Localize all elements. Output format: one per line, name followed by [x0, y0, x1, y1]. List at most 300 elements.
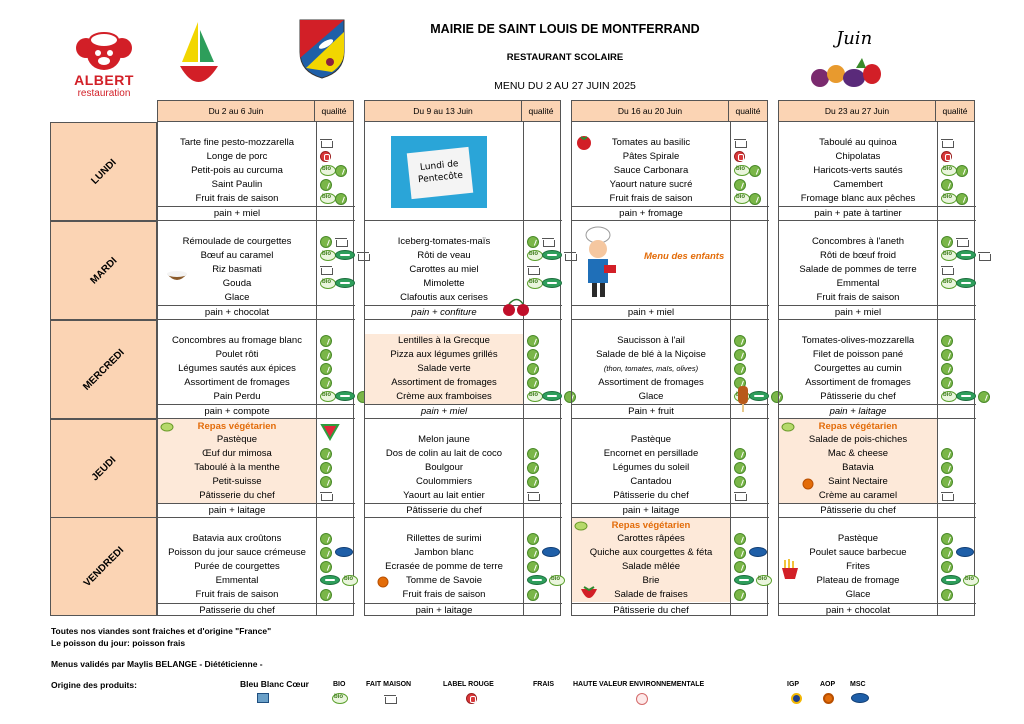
fait-icon [320, 137, 332, 148]
bio-icon [320, 363, 332, 375]
bio-icon [320, 533, 332, 545]
dish-item: Frites [846, 561, 870, 572]
dish-item: Taboulé au quinoa [819, 137, 897, 148]
bio-icon [527, 377, 539, 389]
dish-item: Légumes du soleil [612, 462, 690, 473]
week-body [157, 122, 354, 616]
vegetarian-label: Repas végétarien [611, 520, 691, 531]
dish-item: Concombres au fromage blanc [172, 335, 302, 346]
sailboat-logo [176, 18, 222, 86]
fait-icon [527, 490, 539, 501]
dish-item: Emmental [836, 278, 880, 289]
bio-icon [734, 589, 746, 601]
day-cell-jeudi [779, 419, 976, 518]
dish-item: Melon jaune [418, 434, 470, 445]
bio-icon [320, 476, 332, 488]
bio-icon [978, 391, 990, 403]
week-column [571, 100, 768, 616]
dish-item: Tomme de Savoie [405, 575, 483, 586]
biolabel-icon [527, 391, 543, 402]
day-cell-jeudi [572, 419, 769, 518]
fait-icon [734, 137, 746, 148]
day-label-jeudi: JEUDI [50, 419, 157, 518]
frais-icon [335, 250, 355, 260]
dish-item: Dos de colin au lait de coco [385, 448, 503, 459]
fait-icon [941, 264, 953, 275]
bio-icon [527, 363, 539, 375]
dish-item: Fromage blanc aux pêches [800, 193, 916, 204]
bio-icon [941, 476, 953, 488]
frais-icon [527, 575, 547, 585]
fait-icon [941, 490, 953, 501]
chef-koala-icon [66, 28, 142, 74]
week-header [778, 100, 975, 122]
dish-item: Bœuf au caramel [200, 250, 274, 261]
biolabel-icon [320, 278, 336, 289]
igp-icon [791, 693, 802, 704]
dish-item: Tarte fine pesto-mozzarella [179, 137, 295, 148]
dish-item: Salade mêlée [621, 561, 681, 572]
fries-icon [780, 558, 800, 585]
frais-icon [335, 278, 355, 288]
dish-item: Courgettes au cumin [814, 363, 902, 374]
biolabel-icon [963, 575, 979, 586]
holiday-sign [391, 136, 487, 208]
aop-icon [823, 693, 834, 704]
footer-meat-note: Toutes nos viandes sont fraiches et d'origine "France" [51, 626, 272, 636]
day-cell-vendredi [779, 518, 976, 617]
bread-quality-cell [937, 206, 976, 220]
vegetarian-label: Repas végétarien [197, 421, 277, 432]
dish-item: Concombres à l'aneth [811, 236, 905, 247]
bio-icon [335, 165, 347, 177]
bread-line: pain + miel [572, 305, 730, 319]
dish-item: Pâtisserie du chef [199, 490, 275, 501]
sailboat-icon [176, 18, 222, 86]
day-label-lundi: LUNDI [50, 122, 157, 221]
bread-line: pain + laitage [158, 503, 316, 517]
week-header [571, 100, 768, 122]
bread-line: pain + chocolat [158, 305, 316, 319]
week-body [364, 122, 561, 616]
fait-icon [335, 236, 347, 247]
dish-item: Longe de porc [206, 151, 268, 162]
biolabel-icon [527, 278, 543, 289]
frais-icon [542, 278, 562, 288]
dish-item: Poulet sauce barbecue [809, 547, 907, 558]
bio-icon [734, 179, 746, 191]
day-cell-jeudi [365, 419, 562, 518]
dish-item: Salade de fraises [614, 589, 688, 600]
bio-icon [527, 236, 539, 248]
footer-fish-note: Le poisson du jour: poisson frais [51, 638, 186, 648]
bread-quality-cell [316, 305, 355, 319]
msc-icon [956, 547, 974, 557]
bio-icon [941, 236, 953, 248]
quality-header: qualité [528, 106, 554, 116]
bio-icon [941, 363, 953, 375]
quality-header: qualité [942, 106, 968, 116]
legend-fait-maison: FAIT MAISON [366, 681, 412, 688]
watermelon-icon [320, 421, 340, 446]
bio-icon [527, 448, 539, 460]
dish-item: Coulommiers [416, 476, 472, 487]
dish-item: Carottes râpées [617, 533, 685, 544]
bio-icon [320, 349, 332, 361]
dish-item: Purée de courgettes [194, 561, 280, 572]
bio-icon [320, 561, 332, 573]
msc-icon [749, 547, 767, 557]
bread-quality-cell [730, 305, 769, 319]
bread-line: pain + compote [158, 404, 316, 418]
dish-item: Salade de blé à la Niçoise [596, 349, 706, 360]
frais-icon [542, 250, 562, 260]
dish-item: Pastèque [630, 434, 672, 445]
dish-item: Sauce Carbonara [613, 165, 689, 176]
dish-item: Petit-suisse [212, 476, 262, 487]
day-cell-lundi [365, 122, 562, 221]
bread-line: pain + confiture [365, 305, 523, 319]
frais-icon [320, 575, 340, 585]
bread-line: pain + pate à tartiner [779, 206, 937, 220]
dish-item: Pastèque [837, 533, 879, 544]
dish-item: Pain Perdu [213, 391, 261, 402]
bread-quality-cell [937, 404, 976, 418]
bio-icon [941, 377, 953, 389]
bio-icon [527, 533, 539, 545]
dish-item: Plateau de fromage [816, 575, 900, 586]
bread-line: Pâtisserie du chef [572, 603, 730, 617]
bio-icon [956, 165, 968, 177]
bread-quality-cell [316, 404, 355, 418]
bio-icon [320, 547, 332, 559]
bio-icon [527, 349, 539, 361]
bio-icon [941, 547, 953, 559]
dish-item: Tomates au basilic [611, 137, 691, 148]
dish-item: Iceberg-tomates-maïs [397, 236, 491, 247]
bread-line: pain + fromage [572, 206, 730, 220]
biolabel-icon [320, 193, 336, 204]
week-body [571, 122, 768, 616]
dish-item: Encornet en persillade [603, 448, 699, 459]
dish-item: Poulet rôti [215, 349, 259, 360]
bread-line: Pâtisserie du chef [779, 503, 937, 517]
dish-item: Gouda [222, 278, 252, 289]
bio-icon [941, 335, 953, 347]
dish-item: Fruit frais de saison [195, 589, 279, 600]
dish-item: Crème au caramel [818, 490, 898, 501]
bio-icon [335, 193, 347, 205]
week-label: Du 23 au 27 Juin [779, 101, 936, 121]
bio-icon [734, 476, 746, 488]
day-cell-vendredi [572, 518, 769, 617]
dish-item: Glace [224, 292, 250, 303]
dish-item: Saucisson à l'ail [617, 335, 685, 346]
week-header [364, 100, 561, 122]
bio-icon [527, 476, 539, 488]
legend-bbc: Bleu Blanc Cœur [240, 679, 309, 689]
dish-item: Mimolette [423, 278, 465, 289]
day-cell-vendredi [365, 518, 562, 617]
dish-item: Riz basmati [212, 264, 262, 275]
bio-icon [527, 589, 539, 601]
holiday-card [407, 147, 473, 199]
bio-icon [956, 193, 968, 205]
dish-item: Assortiment de fromages [184, 377, 290, 388]
bio-icon [941, 349, 953, 361]
dish-item: Brie [642, 575, 660, 586]
cherries-icon [497, 295, 537, 322]
biolabel-icon [734, 165, 750, 176]
dish-item: Légumes sautés aux épices [178, 363, 296, 374]
bio-icon [734, 363, 746, 375]
day-cell-lundi [779, 122, 976, 221]
week-column [157, 100, 354, 616]
dish-item: Assortiment de fromages [598, 377, 704, 388]
footer-origin: Origine des produits: [51, 680, 137, 690]
dish-item: Boulgour [424, 462, 464, 473]
legend-label-rouge: LABEL ROUGE [443, 681, 494, 688]
fait-icon [527, 264, 539, 275]
aop-cheese-icon [802, 477, 814, 495]
biolabel-icon [342, 575, 358, 586]
bread-quality-cell [523, 603, 562, 617]
ice-cream-icon [737, 385, 749, 418]
dish-item: Pâtisserie du chef [820, 391, 896, 402]
dish-item: Rôti de veau [417, 250, 471, 261]
bio-icon [320, 462, 332, 474]
frais-icon [749, 391, 769, 401]
albert-brand: ALBERT [74, 72, 134, 88]
dish-item: Rôti de bœuf froid [819, 250, 897, 261]
biolabel-icon [320, 165, 336, 176]
dish-item: Tomates-olives-mozzarella [801, 335, 915, 346]
kids-menu-label: Menu des enfants [644, 251, 725, 262]
dish-item: Assortiment de fromages [805, 377, 911, 388]
albert-sub: restauration [77, 88, 131, 99]
dish-item: Jambon blanc [414, 547, 474, 558]
bio-icon [749, 193, 761, 205]
bread-line: Patisserie du chef [158, 603, 316, 617]
dish-item: Cantadou [630, 476, 672, 487]
bio-icon [320, 335, 332, 347]
dish-item: Rillettes de surimi [406, 533, 482, 544]
bread-quality-cell [730, 206, 769, 220]
dish-item: Lentilles à la Grecque [398, 335, 490, 346]
aop-cheese-icon [377, 575, 389, 593]
dish-item: Fruit frais de saison [402, 589, 486, 600]
bio-icon [734, 448, 746, 460]
biolabel-icon [941, 250, 957, 261]
bio-icon [941, 448, 953, 460]
dish-item: Pâtes Spirale [622, 151, 680, 162]
bio-icon [527, 561, 539, 573]
rice-bowl-icon [166, 268, 188, 289]
day-label-vendredi: VENDREDI [50, 517, 157, 616]
label-rouge-icon [466, 693, 477, 704]
dish-item: Carottes au miel [409, 264, 479, 275]
bio-icon [320, 179, 332, 191]
bread-line: pain + miel [158, 206, 316, 220]
biolabel-icon [941, 391, 957, 402]
biolabel-icon [756, 575, 772, 586]
dish-item: Saint Paulin [211, 179, 263, 190]
bread-quality-cell [937, 503, 976, 517]
biolabel-icon [527, 250, 543, 261]
dish-item: Batavia aux croûtons [192, 533, 282, 544]
frais-icon [335, 391, 355, 401]
dish-item: Yaourt au lait entier [403, 490, 485, 501]
fait-icon [956, 236, 968, 247]
dish-item: Clafoutis aux cerises [400, 292, 488, 303]
bread-quality-cell [937, 603, 976, 617]
bio-icon [941, 589, 953, 601]
msc-icon [335, 547, 353, 557]
juin-illustration [806, 20, 896, 94]
biolabel-icon [320, 391, 336, 402]
frais-icon [542, 391, 562, 401]
crest-icon [296, 18, 348, 80]
albert-logo [66, 28, 142, 102]
fait-icon [320, 264, 332, 275]
msc-icon [542, 547, 560, 557]
bio-icon [734, 335, 746, 347]
bio-icon [320, 377, 332, 389]
dish-item: Œuf dur mimosa [202, 448, 272, 459]
dish-item: Crème aux framboises [396, 391, 492, 402]
dish-item: (thon, tomates, maïs, olives) [603, 364, 699, 373]
bio-icon [320, 236, 332, 248]
dish-item: Glace [845, 589, 871, 600]
day-cell-mardi [779, 221, 976, 320]
bio-icon [941, 179, 953, 191]
week-column [778, 100, 975, 616]
footer-validated: Menus validés par Maylis BELANGE - Diététicienne - [51, 659, 263, 669]
biolabel-icon [941, 193, 957, 204]
page-subtitle: RESTAURANT SCOLAIRE [506, 52, 624, 63]
frais-icon [941, 575, 961, 585]
bread-quality-cell [316, 503, 355, 517]
week-body [778, 122, 975, 616]
bread-quality-cell [730, 603, 769, 617]
dish-item: Ecrasée de pomme de terre [385, 561, 503, 572]
label-icon [941, 151, 952, 162]
dish-item: Salade de pommes de terre [799, 264, 917, 275]
dish-item: Quiche aux courgettes & féta [589, 547, 713, 558]
dish-item: Assortiment de fromages [391, 377, 497, 388]
dish-item: Rémoulade de courgettes [182, 236, 292, 247]
day-label-mercredi: MERCREDI [50, 320, 157, 419]
week-column [364, 100, 561, 616]
dish-item: Pastèque [216, 434, 258, 445]
bio-icon [749, 165, 761, 177]
week-header [157, 100, 354, 122]
label-icon [734, 151, 745, 162]
label-icon [320, 151, 331, 162]
day-cell-lundi [158, 122, 355, 221]
tomato-icon [576, 134, 592, 155]
legend-aop: AOP [820, 681, 836, 688]
bread-quality-cell [730, 404, 769, 418]
frais-icon [956, 391, 976, 401]
hve-icon [636, 693, 648, 705]
dish-item: Saint Nectaire [828, 476, 888, 487]
bio-icon [734, 561, 746, 573]
quality-header: qualité [321, 106, 347, 116]
bio-icon [320, 448, 332, 460]
frais-icon [956, 250, 976, 260]
menu-dates: MENU DU 2 AU 27 JUIN 2025 [494, 80, 636, 92]
frais-icon [956, 278, 976, 288]
msc-icon [851, 693, 869, 703]
chef-kid-icon [578, 225, 620, 306]
bread-quality-cell [730, 503, 769, 517]
dish-item: Glace [638, 391, 664, 402]
vegetarian-label: Repas végétarien [818, 421, 898, 432]
dish-item: Poisson du jour sauce crémeuse [168, 547, 306, 558]
fait-icon [542, 236, 554, 247]
quality-header: qualité [735, 106, 761, 116]
bio-icon [734, 533, 746, 545]
bread-line: pain + laitage [365, 603, 523, 617]
legend-bio: BIO [333, 681, 346, 688]
dish-item: Yaourt nature sucré [609, 179, 693, 190]
dish-item: Emmental [215, 575, 259, 586]
bread-quality-cell [523, 404, 562, 418]
dish-item: Salade verte [417, 363, 471, 374]
day-cell-vendredi [158, 518, 355, 617]
dish-item: Camembert [833, 179, 883, 190]
dish-item: Taboulé à la menthe [194, 462, 280, 473]
bbc-icon [257, 693, 269, 703]
bread-line: Pain + fruit [572, 404, 730, 418]
legend-igp: IGP [787, 681, 800, 688]
dish-item: Haricots-verts sautés [813, 165, 903, 176]
dish-item: Pizza aux légumes grillés [390, 349, 498, 360]
day-cell-mercredi [365, 320, 562, 419]
biolabel-icon [941, 278, 957, 289]
bio-icon [527, 335, 539, 347]
bread-line: pain + laitage [779, 404, 937, 418]
bio-icon [941, 533, 953, 545]
holiday-text: Pentecôte [417, 170, 464, 186]
dish-item: Batavia [842, 462, 874, 473]
bread-quality-cell [316, 603, 355, 617]
bio-icon [734, 349, 746, 361]
week-label: Du 16 au 20 Juin [572, 101, 729, 121]
bread-line: pain + miel [779, 305, 937, 319]
bio-icon [941, 561, 953, 573]
day-cell-lundi [572, 122, 769, 221]
dish-item: Fruit frais de saison [195, 193, 279, 204]
fait-icon [734, 490, 746, 501]
bread-line: Pâtisserie du chef [365, 503, 523, 517]
strawberry-icon [579, 583, 599, 610]
legend-hve: HAUTE VALEUR ENVIRONNEMENTALE [573, 681, 705, 688]
bio-icon [734, 462, 746, 474]
bio-icon [320, 589, 332, 601]
town-crest-logo [296, 18, 348, 80]
biolabel-icon [549, 575, 565, 586]
bio-icon [527, 547, 539, 559]
day-cell-mardi [572, 221, 769, 320]
bio-icon [734, 547, 746, 559]
biolabel-icon [320, 250, 336, 261]
dish-item: Salade de pois-chiches [808, 434, 908, 445]
bread-quality-cell [316, 206, 355, 220]
fait-maison-icon [384, 693, 396, 704]
bread-quality-cell [937, 305, 976, 319]
